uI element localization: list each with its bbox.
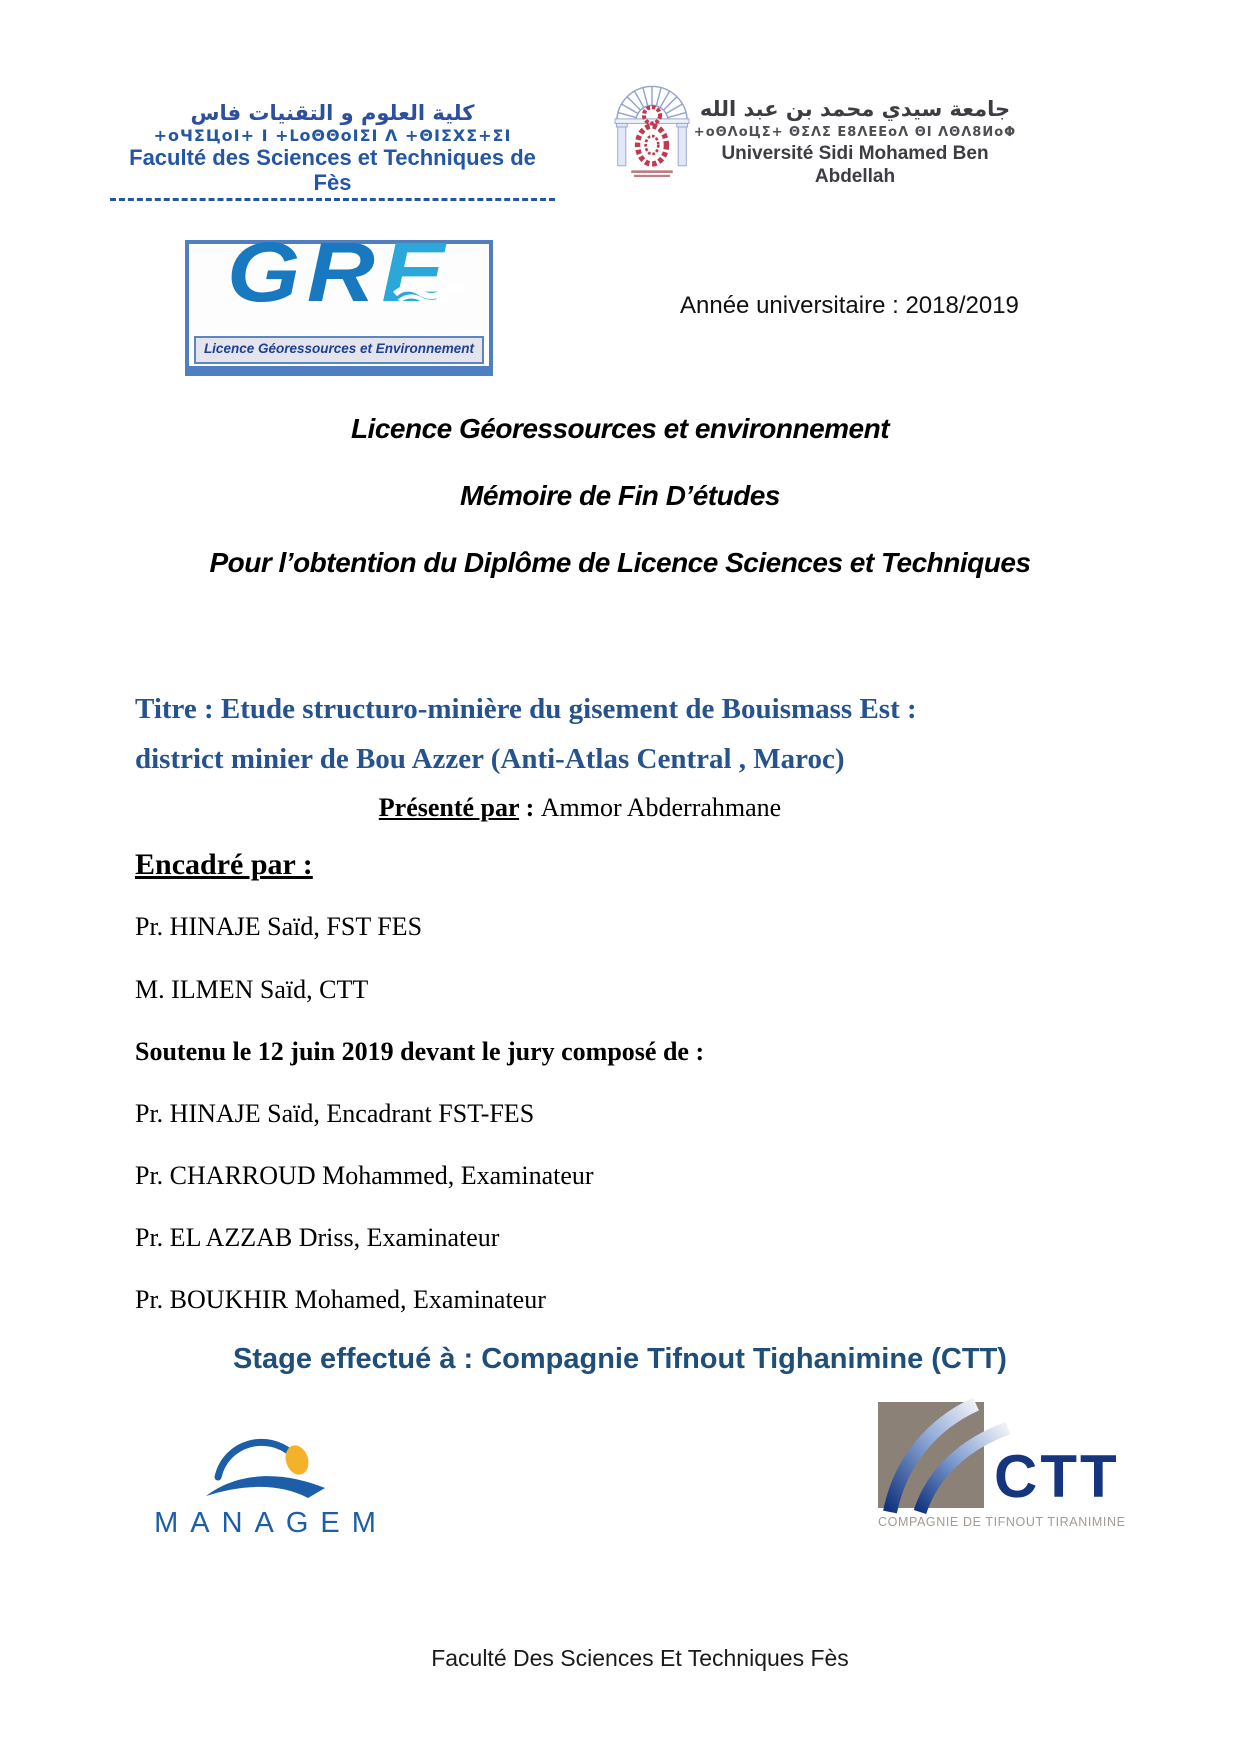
presented-by-label: Présenté par [378, 793, 520, 822]
thesis-title-line-2: district minier de Bou Azzer (Anti-Atlas Central , Maroc) [135, 743, 845, 775]
ctt-tagline: COMPAGNIE DE TIFNOUT TIRANIMINE [878, 1515, 1126, 1529]
university-name-arabic: جامعة سيدي محمد بن عبد الله [699, 97, 1011, 121]
university-name-french: Université Sidi Mohamed Ben Abdellah [721, 143, 989, 187]
gre-wordmark: GRE [226, 225, 452, 319]
thesis-title [135, 684, 1115, 784]
program-line-3: Pour l’obtention du Diplôme de Licence Sciences et Techniques [209, 547, 1031, 578]
faculty-name-tifinagh: +oЧΣЦoI+ I +ԼoΘΘoIΣI Λ +ΘIΣXΣ+ΣI [153, 126, 512, 145]
managem-logo [140, 1422, 390, 1540]
faculty-header-block [110, 100, 555, 201]
jury-member-line: Pr. EL AZZAB Driss, Examinateur [135, 1223, 500, 1252]
ctt-logo [878, 1402, 1188, 1542]
university-header-block [690, 96, 1020, 188]
jury-member-line: Pr. BOUKHIR Mohamed, Examinateur [135, 1285, 546, 1314]
supervisor-line: M. ILMEN Saïd, CTT [135, 975, 369, 1004]
thesis-title-line-1: Titre : Etude structuro-minière du gisement de Bouismass Est : [135, 693, 917, 725]
dashed-divider [110, 198, 555, 201]
jury-member-line: Pr. HINAJE Saïd, Encadrant FST-FES [135, 1099, 535, 1128]
presented-by-line [10, 793, 1150, 823]
managem-hat-icon [140, 1422, 390, 1500]
supervised-heading: Encadré par : [135, 848, 313, 881]
university-emblem-icon [606, 68, 698, 186]
gre-banner: Licence Géoressources et Environnement [194, 336, 484, 364]
presented-by-separator: : [519, 793, 541, 822]
academic-year: Année universitaire : 2018/2019 [680, 292, 1019, 319]
internship-line: Stage effectué à : Compagnie Tifnout Tighanimine (CTT) [233, 1343, 1007, 1375]
presented-by-name: Ammor Abderrahmane [540, 793, 782, 822]
gre-wave-icon [393, 282, 463, 304]
gre-logo [185, 225, 493, 376]
program-line-1: Licence Géoressources et environnement [350, 413, 890, 444]
faculty-name-arabic: كلية العلوم و التقنيات فاس [190, 101, 475, 125]
supervisor-line: Pr. HINAJE Saïd, FST FES [135, 912, 423, 941]
jury-member-line: Pr. CHARROUD Mohammed, Examinateur [135, 1161, 594, 1190]
ctt-wordmark: CTT [994, 1443, 1120, 1510]
managem-wordmark: MANAGEM [154, 1507, 388, 1539]
university-name-tifinagh: +oΘΛoЦΣ+ ΘΣΛΣ Ε8ΛΕΕoΛ ΘΙ ΛΘΛ8ИoΦ [693, 125, 1017, 140]
gre-letter-e: E [381, 225, 452, 319]
faculty-name-french: Faculté des Sciences et Techniques de Fès [129, 145, 536, 195]
footer-text: Faculté Des Sciences Et Techniques Fès [431, 1645, 849, 1671]
defense-line: Soutenu le 12 juin 2019 devant le jury composé de : [135, 1037, 705, 1066]
program-line-2: Mémoire de Fin D’études [460, 480, 780, 511]
